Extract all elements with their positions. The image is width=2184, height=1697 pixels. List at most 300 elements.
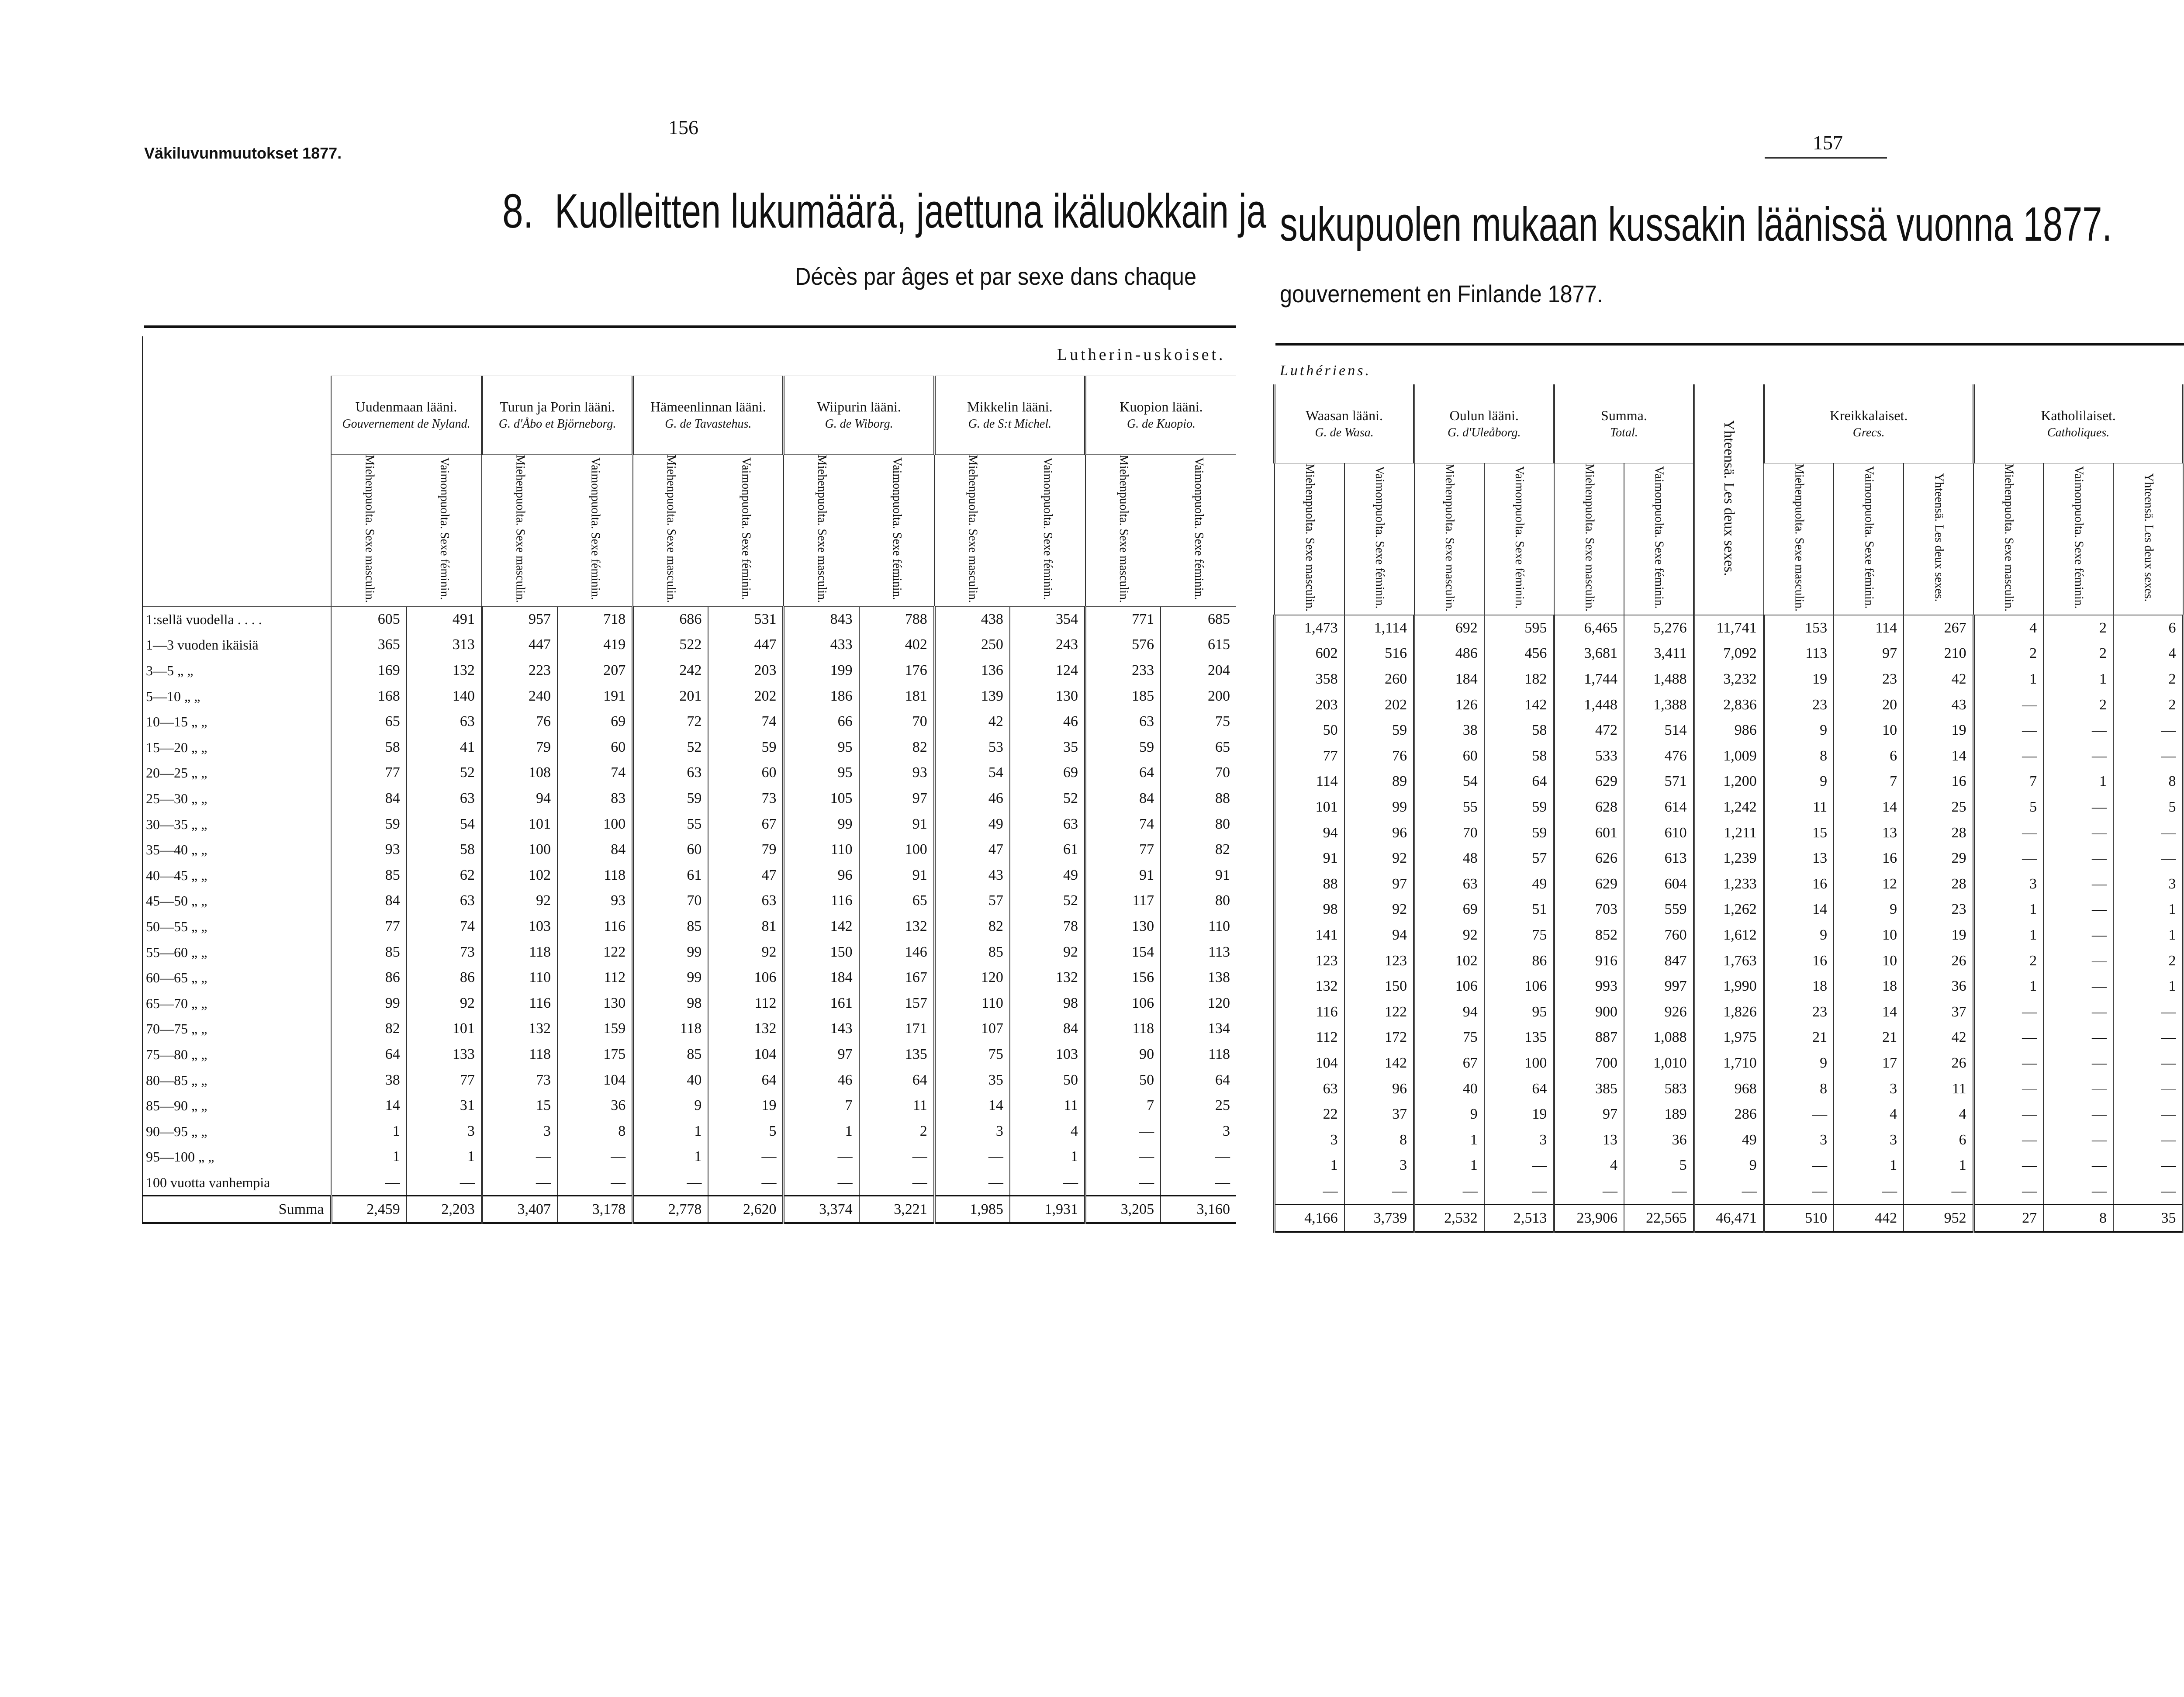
cell-value: 161	[784, 990, 859, 1016]
cell-value: 385	[1554, 1076, 1624, 1102]
table-row	[143, 735, 1237, 760]
cell-value: —	[784, 1170, 859, 1196]
cell-value: 7	[1085, 1093, 1161, 1119]
cell-value: 17	[1834, 1051, 1904, 1076]
cell-value: 203	[1275, 692, 1344, 718]
cell-value: —	[2043, 871, 2113, 897]
cell-value: 175	[557, 1042, 633, 1068]
cell-value: —	[2043, 1051, 2113, 1076]
age-label: 85—90 „ „	[146, 1098, 207, 1114]
cell-value: 42	[934, 709, 1010, 735]
table-row	[1275, 667, 2184, 692]
sex-col-header	[482, 454, 557, 606]
sum-value: 3,178	[557, 1196, 633, 1223]
cell-value: 1,200	[1694, 769, 1764, 795]
cell-value: —	[1973, 1051, 2043, 1076]
cell-value: 75	[1484, 923, 1554, 948]
cell-value: 629	[1554, 871, 1624, 897]
sum-value: 2,778	[633, 1196, 708, 1223]
cell-value: 5	[708, 1118, 784, 1144]
cell-value: 31	[407, 1093, 482, 1119]
cell-value: 10	[1834, 948, 1904, 974]
cell-value: 79	[708, 837, 784, 863]
cell-value: 91	[1275, 846, 1344, 871]
cell-value: 84	[557, 837, 633, 863]
cell-value: 67	[1414, 1051, 1484, 1076]
cell-value: 76	[1344, 743, 1414, 769]
cell-value: 85	[331, 939, 407, 965]
cell-value: 118	[633, 1016, 708, 1042]
cell-value: 242	[633, 658, 708, 684]
cell-value: 19	[1764, 667, 1834, 692]
cell-value: 52	[1010, 786, 1085, 812]
cell-value: 95	[784, 735, 859, 760]
table-row	[1275, 692, 2184, 718]
cell-value: —	[2113, 1025, 2183, 1051]
cell-value: 94	[1414, 999, 1484, 1025]
cell-value: —	[1414, 1179, 1484, 1205]
sum-value: 3,205	[1085, 1196, 1161, 1223]
cell-value: 98	[1010, 990, 1085, 1016]
cell-value: 6,465	[1554, 615, 1624, 641]
cell-value: —	[2043, 846, 2113, 871]
table-row	[1275, 769, 2184, 795]
cell-value: —	[407, 1170, 482, 1196]
cell-value: 2	[2043, 641, 2113, 667]
cell-value: 1	[2113, 923, 2183, 948]
cell-value: 64	[708, 1067, 784, 1093]
sex-label: Vaimonpuolta. Sexe féminin.	[890, 457, 904, 600]
cell-value: 9	[1834, 897, 1904, 923]
cell-value: 52	[1010, 888, 1085, 914]
table-row	[1275, 1153, 2184, 1179]
cell-value: 1,763	[1694, 948, 1764, 974]
province-name-fr: G. de Tavastehus.	[665, 417, 752, 431]
cell-value: 70	[859, 709, 935, 735]
cell-value: 456	[1484, 641, 1554, 667]
cell-value: 63	[708, 888, 784, 914]
cell-value: 50	[1010, 1067, 1085, 1093]
sex-col-header	[2113, 463, 2183, 615]
group-name-fr: Total.	[1610, 425, 1638, 439]
cell-value: 3,232	[1694, 667, 1764, 692]
cell-value: 88	[1275, 871, 1344, 897]
group-header	[1414, 384, 1554, 463]
cell-value: 4	[1010, 1118, 1085, 1144]
cell-value: 59	[633, 786, 708, 812]
cell-value: 143	[784, 1016, 859, 1042]
cell-value: 73	[407, 939, 482, 965]
sex-col-header	[407, 454, 482, 606]
cell-value: —	[708, 1144, 784, 1170]
subtitle-part2: gouvernement en Finlande 1877.	[1280, 280, 1603, 308]
cell-value: 58	[407, 837, 482, 863]
cell-value: 63	[407, 786, 482, 812]
table-row	[143, 862, 1237, 888]
table-row	[1275, 897, 2184, 923]
cell-value: 63	[1414, 871, 1484, 897]
cell-value: 76	[482, 709, 557, 735]
cell-value: 47	[934, 837, 1010, 863]
cell-value: —	[1973, 1179, 2043, 1205]
cell-value: 58	[1484, 718, 1554, 743]
sum-value: 442	[1834, 1205, 1904, 1232]
cell-value: 132	[708, 1016, 784, 1042]
sex-label: Miehenpuolta. Sexe masculin.	[966, 454, 980, 603]
cell-value: 626	[1554, 846, 1624, 871]
cell-value: 6	[1904, 1127, 1973, 1153]
province-name: Wiipurin lääni.	[817, 399, 901, 415]
cell-value: 1	[2043, 769, 2113, 795]
cell-value: —	[482, 1170, 557, 1196]
cell-value: 419	[557, 632, 633, 658]
cell-value: —	[1764, 1102, 1834, 1127]
cell-value: 13	[1834, 820, 1904, 846]
cell-value: 37	[1904, 999, 1973, 1025]
cell-value: 3	[1161, 1118, 1236, 1144]
age-label: 25—30 „ „	[146, 791, 207, 806]
cell-value: 92	[1344, 897, 1414, 923]
cell-value: 141	[1275, 923, 1344, 948]
cell-value: 35	[934, 1067, 1010, 1093]
cell-value: 3	[1344, 1153, 1414, 1179]
cell-value: 93	[859, 760, 935, 786]
cell-value: 6	[1834, 743, 1904, 769]
cell-value: 106	[1484, 974, 1554, 999]
age-label: 60—65 „ „	[146, 970, 207, 986]
sum-value: 2,459	[331, 1196, 407, 1223]
cell-value: 286	[1694, 1102, 1764, 1127]
sum-value: 510	[1764, 1205, 1834, 1232]
cell-value: 11	[1010, 1093, 1085, 1119]
sex-label: Miehenpuolta. Sexe masculin.	[1303, 463, 1317, 612]
province-header	[934, 376, 1085, 454]
cell-value: 267	[1904, 615, 1973, 641]
cell-value: 8	[1344, 1127, 1414, 1153]
cell-value: 11	[1764, 795, 1834, 820]
cell-value: 571	[1624, 769, 1694, 795]
cell-value: 82	[1161, 837, 1236, 863]
table-row	[143, 1118, 1237, 1144]
cell-value: 64	[331, 1042, 407, 1068]
cell-value: 50	[1275, 718, 1344, 743]
cell-value: 41	[407, 735, 482, 760]
cell-value: 82	[859, 735, 935, 760]
cell-value: —	[859, 1144, 935, 1170]
cell-value: 200	[1161, 683, 1236, 709]
cell-value: 916	[1554, 948, 1624, 974]
cell-value: 2	[859, 1118, 935, 1144]
sex-label: Vaimonpuolta. Sexe féminin.	[588, 457, 602, 600]
cell-value: 184	[1414, 667, 1484, 692]
cell-value: 142	[1484, 692, 1554, 718]
sex-label: Yhteensä. Les deux sexes.	[2142, 473, 2156, 602]
cell-value: 16	[1764, 871, 1834, 897]
sum-value: 3,374	[784, 1196, 859, 1223]
cell-value: 69	[1414, 897, 1484, 923]
cell-value: 25	[1161, 1093, 1236, 1119]
group-header	[1973, 384, 2183, 463]
cell-value: —	[2043, 718, 2113, 743]
group-name-fr: G. de Wasa.	[1315, 425, 1374, 439]
table-row	[1275, 923, 2184, 948]
cell-value: 48	[1414, 846, 1484, 871]
cell-value: 522	[633, 632, 708, 658]
cell-value: 104	[1275, 1051, 1344, 1076]
cell-value: 203	[708, 658, 784, 684]
cell-value: 1	[1414, 1127, 1484, 1153]
cell-value: 37	[1344, 1102, 1414, 1127]
cell-value: —	[1484, 1179, 1554, 1205]
page-number-rule	[1765, 157, 1887, 159]
cell-value: —	[2113, 820, 2183, 846]
cell-value: 22	[1275, 1102, 1344, 1127]
cell-value: —	[1344, 1179, 1414, 1205]
cell-value: 26	[1904, 1051, 1973, 1076]
cell-value: 771	[1085, 606, 1161, 632]
cell-value: 96	[784, 862, 859, 888]
cell-value: 1	[1010, 1144, 1085, 1170]
cell-value: 49	[1484, 871, 1554, 897]
cell-value: 605	[331, 606, 407, 632]
sex-col-header	[1834, 463, 1904, 615]
age-label: 3—5 „ „	[146, 663, 194, 679]
province-name: Mikkelin lääni.	[967, 399, 1053, 415]
cell-value: 1	[784, 1118, 859, 1144]
cell-value: 365	[331, 632, 407, 658]
cell-value: 260	[1344, 667, 1414, 692]
cell-value: 182	[1484, 667, 1554, 692]
cell-value: 202	[708, 683, 784, 709]
province-header	[1085, 376, 1236, 454]
cell-value: 114	[1834, 615, 1904, 641]
cell-value: 97	[859, 786, 935, 812]
cell-value: 85	[934, 939, 1010, 965]
cell-value: 968	[1694, 1076, 1764, 1102]
table-row	[143, 683, 1237, 709]
sum-value: 1,985	[934, 1196, 1010, 1223]
cell-value: 84	[1010, 1016, 1085, 1042]
cell-value: 74	[557, 760, 633, 786]
cell-value: 615	[1161, 632, 1236, 658]
cell-value: 199	[784, 658, 859, 684]
cell-value: 46	[934, 786, 1010, 812]
age-label: 80—85 „ „	[146, 1072, 207, 1088]
table-row	[143, 606, 1237, 632]
sum-value: 22,565	[1624, 1205, 1694, 1232]
group-header	[1275, 384, 1414, 463]
group-header	[1554, 384, 1694, 463]
cell-value: 9	[1694, 1153, 1764, 1179]
sex-label: Miehenpuolta. Sexe masculin.	[513, 454, 527, 603]
cell-value: 110	[1161, 914, 1236, 940]
cell-value: —	[1973, 1076, 2043, 1102]
province-name-fr: Gouvernement de Nyland.	[342, 417, 470, 431]
cell-value: 1,473	[1275, 615, 1344, 641]
age-label: 50—55 „ „	[146, 918, 207, 934]
subtitle-part1: Décès par âges et par sexe dans chaque	[795, 263, 1196, 290]
cell-value: 6	[2113, 615, 2183, 641]
cell-value: 91	[859, 811, 935, 837]
cell-value: —	[1764, 1179, 1834, 1205]
cell-value: 59	[1484, 820, 1554, 846]
cell-value: 77	[1275, 743, 1344, 769]
cell-value: 97	[784, 1042, 859, 1068]
age-label: 1:sellä vuodella . . . .	[146, 611, 262, 627]
cell-value: 9	[633, 1093, 708, 1119]
cell-value: 1,088	[1624, 1025, 1694, 1051]
cell-value: 61	[1010, 837, 1085, 863]
age-label: 10—15 „ „	[146, 714, 207, 730]
cell-value: 86	[407, 965, 482, 991]
cell-value: 63	[1085, 709, 1161, 735]
cell-value: —	[708, 1170, 784, 1196]
cell-value: —	[557, 1144, 633, 1170]
table-row	[143, 1170, 1237, 1196]
province-name: Kuopion lääni.	[1120, 399, 1203, 415]
cell-value: 14	[1904, 743, 1973, 769]
cell-value: 73	[482, 1067, 557, 1093]
cell-value: 123	[1275, 948, 1344, 974]
cell-value: 4	[1973, 615, 2043, 641]
table-row	[1275, 1127, 2184, 1153]
cell-value: 629	[1554, 769, 1624, 795]
cell-value: 476	[1624, 743, 1694, 769]
table-row	[143, 837, 1237, 863]
cell-value: 169	[331, 658, 407, 684]
age-col-header	[143, 454, 332, 606]
cell-value: 59	[1484, 795, 1554, 820]
sex-label: Vaimonpuolta. Sexe féminin.	[1192, 457, 1206, 600]
cell-value: 95	[784, 760, 859, 786]
cell-value: —	[482, 1144, 557, 1170]
sex-label: Miehenpuolta. Sexe masculin.	[1792, 463, 1806, 612]
cell-value: —	[2113, 718, 2183, 743]
cell-value: 610	[1624, 820, 1694, 846]
cell-value: —	[1973, 999, 2043, 1025]
sum-value: 2,513	[1484, 1205, 1554, 1232]
cell-value: 531	[708, 606, 784, 632]
page-number-right: 157	[1813, 131, 1843, 154]
cell-value: 46	[784, 1067, 859, 1093]
cell-value: 35	[1010, 735, 1085, 760]
cell-value: 9	[1414, 1102, 1484, 1127]
cell-value: 402	[859, 632, 935, 658]
sex-label: Vaimonpuolta. Sexe féminin.	[1652, 466, 1666, 609]
running-header: Väkiluvunmuutokset 1877.	[144, 144, 342, 162]
cell-value: 1,990	[1694, 974, 1764, 999]
cell-value: 23	[1764, 692, 1834, 718]
cell-value: 63	[1010, 811, 1085, 837]
sex-col-header	[633, 454, 708, 606]
cell-value: 23	[1904, 897, 1973, 923]
right-data-table	[1273, 349, 2184, 1233]
sum-row	[143, 1196, 1237, 1223]
cell-value: 8	[1764, 1076, 1834, 1102]
cell-value: 692	[1414, 615, 1484, 641]
province-name-fr: G. de Wiborg.	[825, 417, 893, 431]
cell-value: 132	[1275, 974, 1344, 999]
province-header	[784, 376, 934, 454]
cell-value: 202	[1344, 692, 1414, 718]
cell-value: 3	[1973, 871, 2043, 897]
cell-value: 116	[1275, 999, 1344, 1025]
cell-value: 100	[557, 811, 633, 837]
cell-value: 132	[482, 1016, 557, 1042]
table-row	[143, 760, 1237, 786]
cell-value: 1	[1904, 1153, 1973, 1179]
cell-value: —	[2043, 1153, 2113, 1179]
cell-value: 116	[557, 914, 633, 940]
cell-value: —	[1973, 743, 2043, 769]
cell-value: 9	[1764, 923, 1834, 948]
group-name: Summa.	[1601, 407, 1647, 423]
cell-value: 358	[1275, 667, 1344, 692]
cell-value: 101	[1275, 795, 1344, 820]
cell-value: 26	[1904, 948, 1973, 974]
sex-label: Miehenpuolta. Sexe masculin.	[2002, 463, 2016, 612]
cell-value: 250	[934, 632, 1010, 658]
cell-value: 59	[1085, 735, 1161, 760]
sex-label: Vaimonpuolta. Sexe féminin.	[1513, 466, 1527, 609]
cell-value: 53	[934, 735, 1010, 760]
cell-value: 49	[1010, 862, 1085, 888]
sex-col-header	[934, 454, 1010, 606]
cell-value: 11	[859, 1093, 935, 1119]
cell-value: 685	[1161, 606, 1236, 632]
table-row	[143, 888, 1237, 914]
cell-value: 233	[1085, 658, 1161, 684]
cell-value: 112	[557, 965, 633, 991]
cell-value: 101	[482, 811, 557, 837]
cell-value: 10	[1834, 923, 1904, 948]
cell-value: 67	[708, 811, 784, 837]
cell-value: 5	[2113, 795, 2183, 820]
sum-value: 3,407	[482, 1196, 557, 1223]
cell-value: 2	[2113, 692, 2183, 718]
cell-value: 1,388	[1624, 692, 1694, 718]
cell-value: —	[1085, 1118, 1161, 1144]
cell-value: 986	[1694, 718, 1764, 743]
group-name: Waasan lääni.	[1306, 407, 1383, 423]
cell-value: 54	[934, 760, 1010, 786]
cell-value: 99	[331, 990, 407, 1016]
sum-value: 3,739	[1344, 1205, 1414, 1232]
cell-value: 60	[557, 735, 633, 760]
cell-value: 100	[1484, 1051, 1554, 1076]
cell-value: 85	[633, 914, 708, 940]
cell-value: 40	[1414, 1076, 1484, 1102]
sex-col-header	[1554, 463, 1624, 615]
cell-value: 142	[784, 914, 859, 940]
cell-value: 1,975	[1694, 1025, 1764, 1051]
cell-value: 1	[2113, 974, 2183, 999]
cell-value: 185	[1085, 683, 1161, 709]
cell-value: 718	[557, 606, 633, 632]
table-row	[143, 709, 1237, 735]
cell-value: 595	[1484, 615, 1554, 641]
cell-value: 613	[1624, 846, 1694, 871]
sex-col-header	[1344, 463, 1414, 615]
cell-value: 51	[1484, 897, 1554, 923]
cell-value: 1,114	[1344, 615, 1414, 641]
cell-value: 313	[407, 632, 482, 658]
cell-value: 88	[1161, 786, 1236, 812]
cell-value: 1,488	[1624, 667, 1694, 692]
cell-value: 77	[407, 1067, 482, 1093]
cell-value: 191	[557, 683, 633, 709]
cell-value: 134	[1161, 1016, 1236, 1042]
